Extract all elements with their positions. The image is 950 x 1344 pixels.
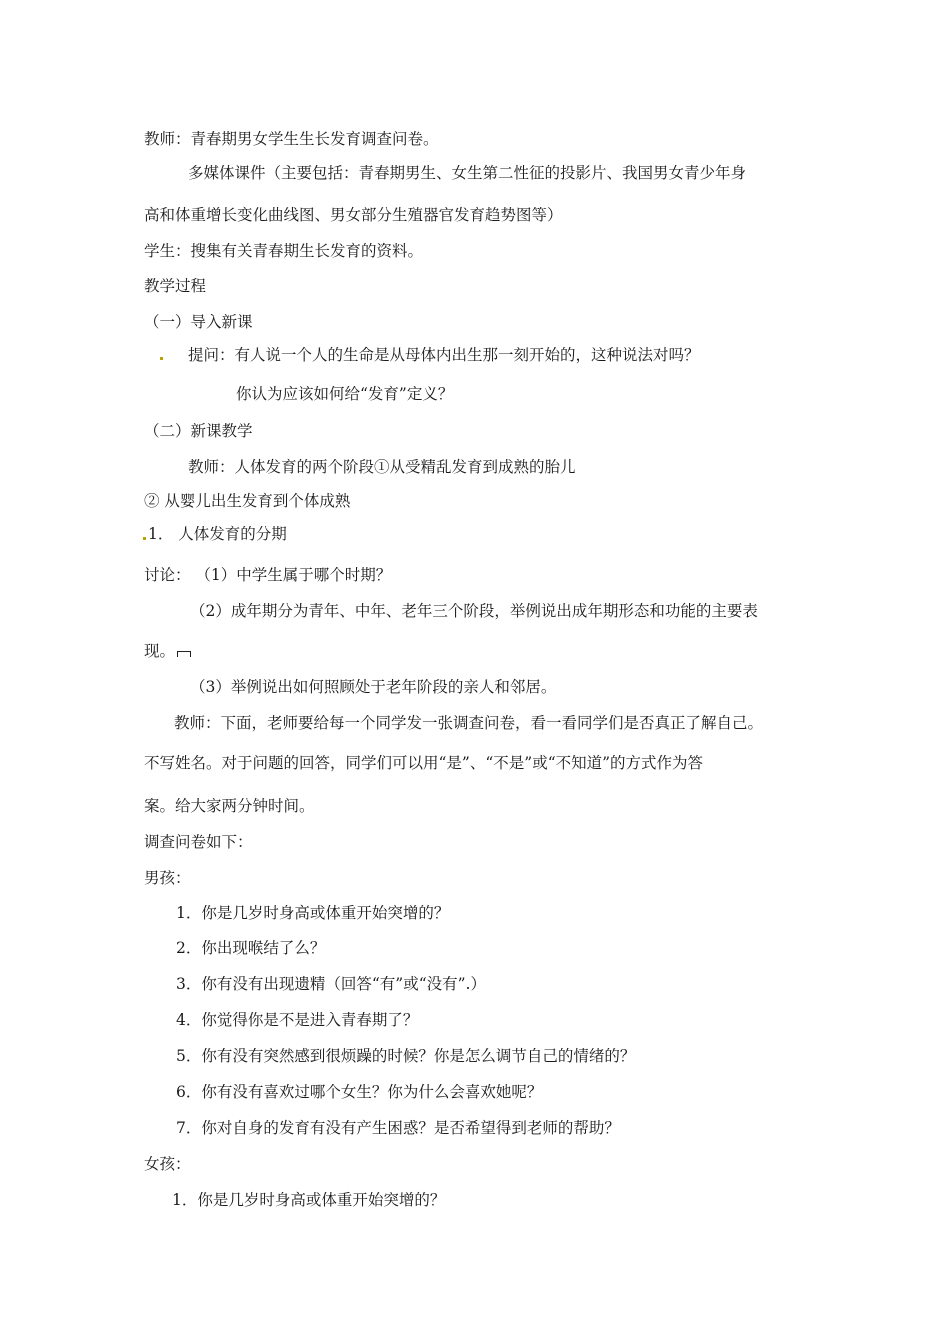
list-item: 4．你觉得你是不是进入青春期了？: [176, 1011, 419, 1029]
text-line: ② 从婴儿出生发育到个体成熟: [144, 492, 351, 510]
text-line: 讨论： （1）中学生属于哪个时期？: [144, 566, 392, 584]
text-line: 调查问卷如下：: [144, 833, 253, 851]
text-line: 不写姓名。对于问题的回答，同学们可以用“是”、“不是”或“不知道”的方式作为答: [144, 754, 704, 772]
list-item: 1．你是几岁时身高或体重开始突增的？: [176, 904, 450, 922]
text-line: （2）成年期分为青年、中年、老年三个阶段，举例说出成年期形态和功能的主要表: [190, 602, 758, 620]
text-line: （3）举例说出如何照顾处于老年阶段的亲人和邻居。: [190, 678, 557, 696]
text-line: 现。: [144, 642, 176, 660]
text-line: 教师：青春期男女学生生长发育调查问卷。: [144, 130, 439, 148]
section-heading: 教学过程: [144, 277, 207, 295]
text-line: 多媒体课件（主要包括：青春期男生、女生第二性征的投影片、我国男女青少年身: [188, 164, 747, 182]
list-item: 7．你对自身的发育有没有产生困惑？是否希望得到老师的帮助？: [176, 1119, 620, 1137]
stray-dot: [160, 357, 163, 360]
text-line: 你认为应该如何给“发育”定义？: [236, 385, 454, 403]
subheading: 1． 人体发育的分期: [148, 525, 287, 543]
subheading: 男孩：: [144, 869, 191, 887]
text-line: 高和体重增长变化曲线图、男女部分生殖器官发育趋势图等）: [144, 206, 563, 224]
stray-bracket-mark: [177, 651, 191, 657]
list-item: 5．你有没有突然感到很烦躁的时候？你是怎么调节自己的情绪的？: [176, 1047, 636, 1065]
list-item: 1．你是几岁时身高或体重开始突增的？: [172, 1191, 446, 1209]
stray-dot: [143, 537, 146, 540]
text-line: 学生：搜集有关青春期生长发育的资料。: [144, 242, 424, 260]
text-line: 提问：有人说一个人的生命是从母体内出生那一刻开始的，这种说法对吗？: [188, 346, 700, 364]
section-heading: （二）新课教学: [144, 422, 253, 440]
list-item: 2．你出现喉结了么？: [176, 939, 326, 957]
list-item: 3．你有没有出现遗精（回答“有”或“没有”.）: [176, 975, 486, 993]
subheading: 女孩：: [144, 1155, 191, 1173]
text-line: 教师：人体发育的两个阶段①从受精乱发育到成熟的胎儿: [188, 458, 576, 476]
text-line: 教师：下面，老师要给每一个同学发一张调查问卷，看一看同学们是否真正了解自己。: [174, 714, 764, 732]
list-item: 6．你有没有喜欢过哪个女生？你为什么会喜欢她呢？: [176, 1083, 543, 1101]
text-line: 案。给大家两分钟时间。: [144, 797, 315, 815]
section-heading: （一）导入新课: [144, 313, 253, 331]
